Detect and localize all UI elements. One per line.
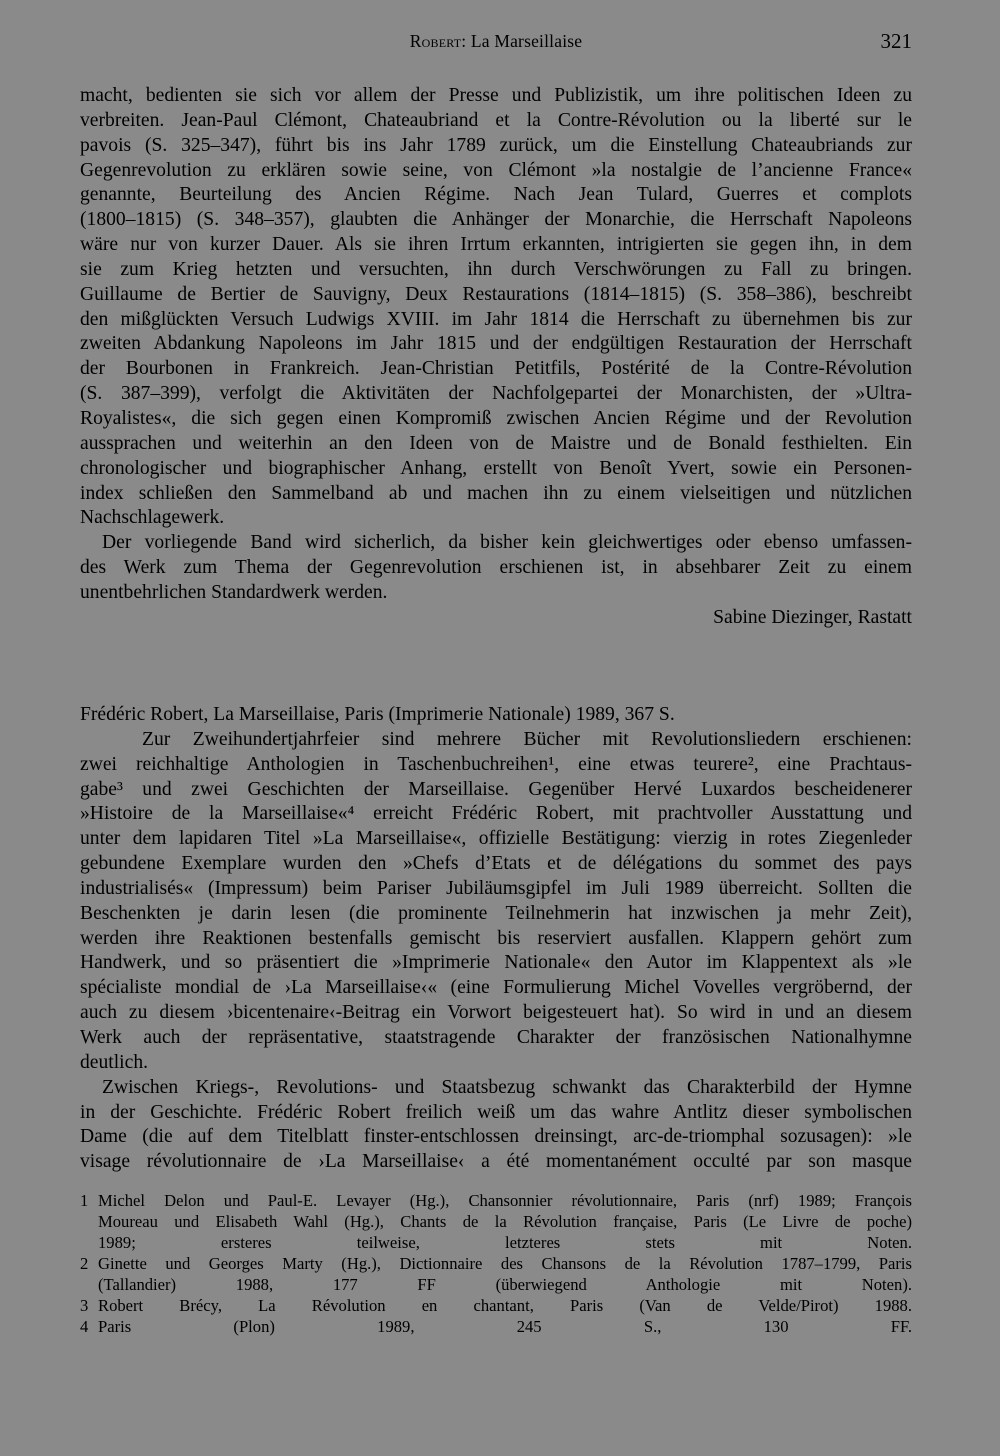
- text-line: Der vorliegende Band wird sicherlich, da bisher kein gleichwertiges oder ebenso umfassen-: [102, 532, 912, 554]
- text-line: Dame (die auf dem Titelblatt finster-entschlossen dreinsingt, arc-de-triomphal sozusagen): »le: [80, 1126, 912, 1148]
- text-line: visage révolutionnaire de ›La Marseillaise‹ a été momentanément occulté par son masque: [80, 1151, 912, 1173]
- text-line: spécialiste mondial de ›La Marseillaise‹« (eine Formulierung Michel Vovelles vergröbernd, der: [80, 977, 912, 999]
- text-line: Handwerk, und so präsentiert die »Imprimerie Nationale« den Autor im Klappentext als »le: [80, 952, 912, 974]
- text-line: wäre nur von kurzer Dauer. Als sie ihren Irrtum erkannten, intrigierten sie gegen ihn, in dem: [80, 234, 912, 256]
- review-heading: Frédéric Robert, La Marseillaise, Paris (Imprimerie Nationale) 1989, 367 S.: [80, 704, 675, 725]
- reviewer-signature: Sabine Diezinger, Rastatt: [713, 606, 912, 628]
- text-line: auch zu diesem ›bicentenaire‹-Beitrag ein Vorwort beigesteuert hat). So wird in und an diesem: [80, 1002, 912, 1024]
- text-line: Nachschlagewerk.: [80, 507, 225, 529]
- text-line: zwei reichhaltige Anthologien in Taschenbuchreihen¹, eine etwas teurere², eine Prachtaus-: [80, 753, 912, 775]
- text-line: gabe³ und zwei Geschichten der Marseillaise. Gegenüber Hervé Luxardos bescheidenerer: [80, 778, 912, 800]
- footnote: [80, 1295, 912, 1316]
- text-line: (S. 387–399), verfolgt die Aktivitäten der Nachfolgepartei der Monarchisten, der »Ultra-: [80, 383, 912, 405]
- text-line: der Bourbonen in Frankreich. Jean-Christian Petitfils, Postérité de la Contre-Révolution: [80, 358, 912, 380]
- footnote: [80, 1316, 912, 1337]
- text-line: deutlich.: [80, 1051, 149, 1073]
- footnote: [80, 1253, 912, 1295]
- text-line: werden ihre Reaktionen bestenfalls gemischt bis reserviert ausfallen. Klappern gehört zum: [80, 927, 912, 949]
- text-line: Guillaume de Bertier de Sauvigny, Deux Restaurations (1814–1815) (S. 358–386), beschreibt: [80, 283, 912, 305]
- running-title: [80, 31, 912, 52]
- text-line: Zwischen Kriegs-, Revolutions- und Staatsbezug schwankt das Charakterbild der Hymne: [102, 1076, 912, 1098]
- text-line: macht, bedienten sie sich vor allem der Presse und Publizistik, um ihre politischen Ideen zu: [80, 85, 912, 106]
- review-1-text: [80, 84, 912, 631]
- text-line: Gegenrevolution zu erklären sowie seine, von Clémont »la nostalgie de l’ancienne France«: [80, 159, 912, 181]
- footnote-number: 2: [80, 1254, 89, 1273]
- footnote-line: (Tallandier) 1988, 177 FF (überwiegend Anthologie mit Noten).: [98, 1275, 912, 1294]
- review-2-text: [80, 703, 912, 1175]
- text-line: Werk auch der repräsentative, staatstragende Charakter der französischen Nationalhymne: [80, 1026, 912, 1048]
- text-line: index schließen den Sammelband ab und machen ihn zu einem vielseitigen und nützlichen: [80, 482, 912, 504]
- footnote-number: 4: [80, 1317, 89, 1336]
- footnote-line: Paris (Plon) 1989, 245 S., 130 FF.: [98, 1317, 912, 1336]
- text-line: Royalistes«, die sich gegen einen Kompromiß zwischen Ancien Régime und der Revolution: [80, 407, 912, 429]
- footnote-number: 3: [80, 1296, 89, 1315]
- footnotes: [80, 1190, 912, 1337]
- text-line: in der Geschichte. Frédéric Robert freilich weiß um das wahre Antlitz dieser symbolischen: [80, 1101, 912, 1123]
- text-line: aussprachen und weiterhin an den Ideen von de Maistre und de Bonald festhielten. Ein: [80, 432, 912, 454]
- text-line: verbreiten. Jean-Paul Clémont, Chateaubriand et la Contre-Révolution ou la liberté sur le: [80, 109, 912, 131]
- text-line: zweiten Abdankung Napoleons im Jahr 1815 und der endgültigen Restauration der Herrschaft: [80, 333, 912, 355]
- text-line: Beschenkten je darin lesen (die prominente Teilnehmerin hat inzwischen ja mehr Zeit),: [80, 902, 912, 924]
- text-line: (1800–1815) (S. 348–357), glaubten die Anhänger der Monarchie, die Herrschaft Napoleons: [80, 209, 912, 231]
- page-number: 321: [880, 29, 912, 53]
- text-line: industrialisés« (Impressum) beim Pariser Jubiläumsgipfel im Juli 1989 überreicht. Sollten die: [80, 877, 912, 899]
- running-title-author: Robert: [409, 31, 462, 51]
- text-line: chronologischer und biographischer Anhang, erstellt von Benoît Yvert, sowie ein Personen-: [80, 457, 912, 479]
- text-line: unentbehrlichen Standardwerk werden.: [80, 581, 388, 603]
- footnote: [80, 1190, 912, 1253]
- text-line: genannte, Beurteilung des Ancien Régime. Nach Jean Tulard, Guerres et complots: [80, 184, 912, 206]
- text-line: »Histoire de la Marseillaise«⁴ erreicht Frédéric Robert, mit prachtvoller Ausstattung und: [80, 803, 912, 825]
- footnote-number: 1: [80, 1191, 89, 1210]
- text-line: sie zum Krieg hetzten und versuchten, ihn durch Verschwörungen zu Fall zu bringen.: [80, 258, 912, 280]
- footnote-line: 1989; ersteres teilweise, letzteres stets mit Noten.: [98, 1233, 912, 1252]
- running-title-text: : La Marseillaise: [461, 31, 583, 51]
- footnote-line: Robert Brécy, La Révolution en chantant, Paris (Van de Velde/Pirot) 1988.: [98, 1296, 912, 1315]
- text-line: den mißglückten Versuch Ludwigs XVIII. im Jahr 1814 die Herrschaft zu übernehmen bis zur: [80, 308, 912, 330]
- text-line: pavois (S. 325–347), führt bis ins Jahr 1789 zurück, um die Einstellung Chateaubriands zur: [80, 134, 912, 156]
- text-line: unter dem lapidaren Titel »La Marseillaise«, offizielle Bestätigung: vierzig in rotes Ziegenleder: [80, 828, 912, 850]
- text-line: Zur Zweihundertjahrfeier sind mehrere Bücher mit Revolutionsliedern erschienen:: [142, 728, 912, 750]
- text-line: des Werk zum Thema der Gegenrevolution erschienen ist, in absehbarer Zeit zu einem: [80, 557, 912, 579]
- text-line: gebundene Exemplare wurden den »Chefs d’Etats et de délégations du sommet des pays: [80, 853, 912, 875]
- running-header: [80, 31, 912, 57]
- footnote-line: Moureau und Elisabeth Wahl (Hg.), Chants de la Révolution française, Paris (Le Livre de poche): [98, 1212, 912, 1231]
- footnote-line: Michel Delon und Paul-E. Levayer (Hg.), Chansonnier révolutionnaire, Paris (nrf) 1989; François: [98, 1191, 912, 1210]
- footnote-line: Ginette und Georges Marty (Hg.), Dictionnaire des Chansons de la Révolution 1787–1799, Paris: [98, 1254, 912, 1273]
